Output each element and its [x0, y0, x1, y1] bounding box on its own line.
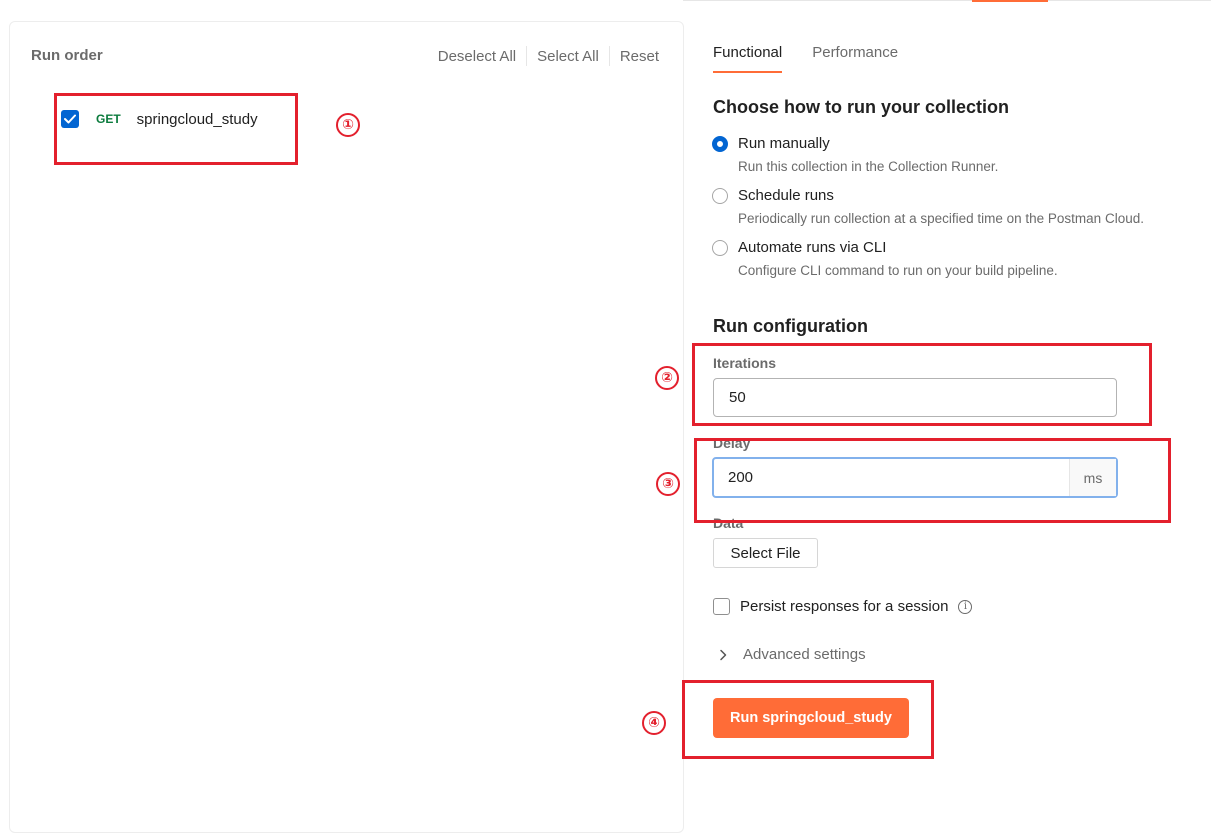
deselect-all-button[interactable]: Deselect All [437, 47, 517, 65]
run-configuration-heading: Run configuration [713, 316, 868, 336]
radio-button[interactable] [712, 188, 728, 204]
annotation-box-4 [682, 680, 934, 759]
chevron-right-icon [716, 648, 730, 662]
annotation-box-2 [692, 343, 1152, 426]
reset-button[interactable]: Reset [619, 47, 659, 65]
tab-functional[interactable]: Functional [713, 44, 782, 73]
active-tab-indicator [972, 0, 1048, 2]
select-all-button[interactable]: Select All [537, 47, 599, 65]
radio-description: Periodically run collection at a specified time on the Postman Cloud. [738, 211, 1144, 226]
radio-label: Automate runs via CLI [738, 239, 887, 256]
persist-responses-row [713, 598, 972, 615]
annotation-box-1 [54, 93, 298, 165]
delay-label: Delay [713, 435, 751, 451]
annotation-number-2: ② [655, 366, 679, 390]
advanced-settings-toggle[interactable] [716, 646, 866, 663]
run-mode-heading: Choose how to run your collection [713, 97, 1010, 117]
info-icon[interactable]: i [958, 600, 972, 614]
method-badge-get: GET [96, 112, 121, 126]
top-divider [683, 0, 1211, 1]
data-label: Data [713, 515, 744, 531]
radio-description: Run this collection in the Collection Runner. [738, 159, 999, 174]
radio-description: Configure CLI command to run on your build pipeline. [738, 263, 1058, 278]
iterations-label: Iterations [713, 355, 777, 371]
advanced-settings-label: Advanced settings [743, 646, 866, 663]
run-mode-radio-group [712, 134, 1144, 290]
run-order-toolbar [428, 46, 659, 66]
annotation-number-1: ① [336, 113, 360, 137]
annotation-number-3: ③ [656, 472, 680, 496]
persist-responses-label: Persist responses for a session [740, 598, 949, 615]
radio-label: Run manually [738, 135, 830, 152]
runner-tabs [713, 44, 928, 73]
tab-performance[interactable]: Performance [812, 44, 899, 61]
radio-label: Schedule runs [738, 187, 834, 204]
annotation-box-3 [694, 438, 1171, 523]
radio-option-schedule-runs[interactable] [712, 186, 1144, 227]
select-file-button[interactable]: Select File [713, 538, 818, 568]
run-order-title: Run order [31, 47, 103, 64]
radio-option-run-manually[interactable] [712, 134, 1144, 175]
run-collection-button[interactable]: Run springcloud_study [713, 698, 909, 738]
annotation-number-4: ④ [642, 711, 666, 735]
persist-responses-checkbox[interactable] [713, 598, 730, 615]
delay-unit-suffix: ms [1069, 459, 1116, 496]
radio-button[interactable] [712, 240, 728, 256]
request-name: springcloud_study [136, 110, 258, 128]
radio-button-selected[interactable] [712, 136, 728, 152]
radio-option-automate-cli[interactable] [712, 238, 1144, 279]
